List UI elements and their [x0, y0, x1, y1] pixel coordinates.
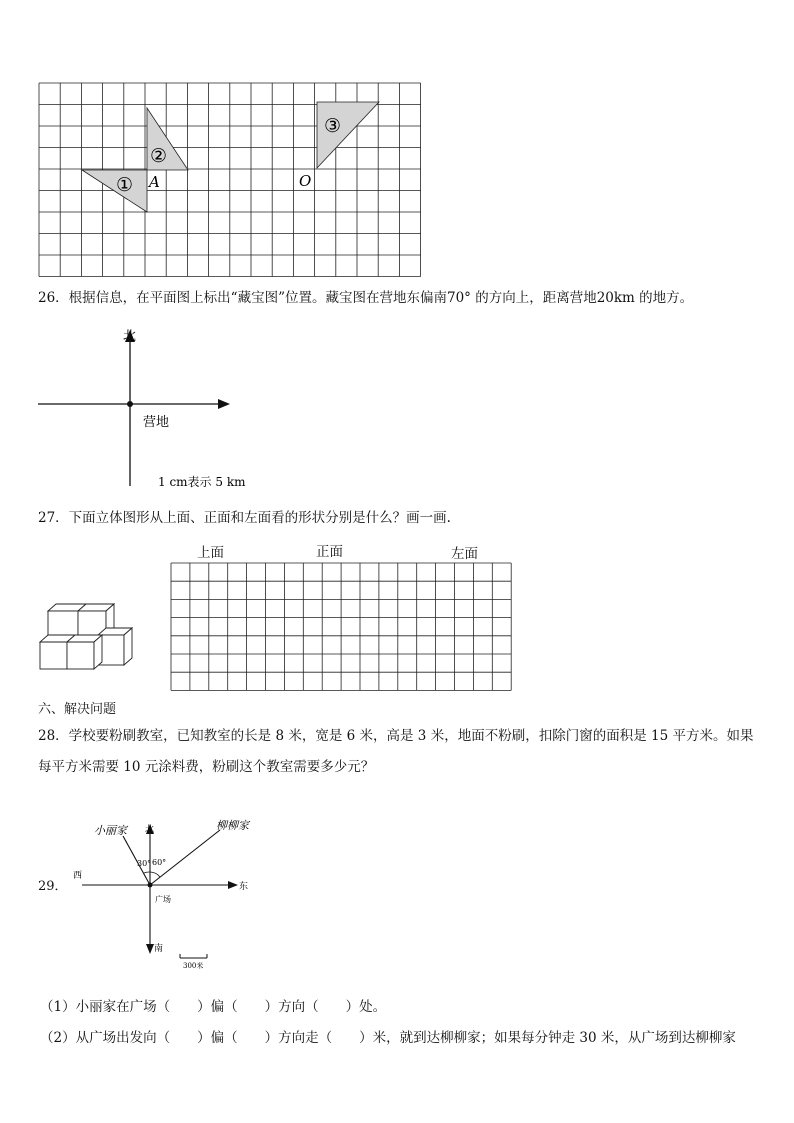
east-label: 东 [239, 882, 249, 892]
question-26-text: 26．根据信息，在平面图上标出“藏宝图”位置。藏宝图在营地东偏南70° 的方向上，距离营地20km 的地方。 [38, 290, 694, 306]
question-27-text: 27．下面立体图形从上面、正面和左面看的形状分别是什么？画一画. [38, 510, 451, 526]
camp-label: 营地 [143, 415, 170, 430]
triangle-1 [82, 170, 147, 212]
angle-60-label: 60° [152, 858, 167, 867]
point-a-label: A [149, 173, 160, 191]
west-label: 西 [73, 871, 83, 881]
north-label: 北 [123, 329, 137, 344]
section-6-title: 六、解决问题 [38, 702, 117, 717]
point-o-label: O [299, 172, 312, 190]
view-drawing-grid [0, 560, 794, 700]
xiaoli-home-label: 小丽家 [94, 824, 127, 837]
triangle-2-label: ② [150, 145, 168, 167]
question-28-line1: 28．学校要粉刷教室，已知教室的长是 8 米，宽是 6 米，高是 3 米，地面不粉刷，扣除门窗的面积是 15 平方米。如果 [38, 728, 754, 744]
view-top-label: 上面 [197, 545, 224, 561]
rotation-grid-figure [0, 0, 794, 290]
liuliu-home-label: 柳柳家 [216, 819, 249, 832]
question-29-sub1: （1）小丽家在广场（ ）偏（ ）方向（ ）处。 [40, 999, 387, 1015]
angle-30-label: 30° [137, 859, 152, 868]
triangle-3-label: ③ [324, 115, 342, 137]
south-label: 南 [154, 944, 164, 954]
view-front-label: 正面 [316, 544, 343, 560]
north-label-29: 北 [145, 825, 155, 835]
plaza-direction-diagram [0, 810, 794, 980]
view-left-label: 左面 [451, 546, 478, 562]
camp-compass-diagram [0, 318, 794, 518]
plaza-label: 广场 [155, 895, 171, 904]
scale-bar-label: 300米 [183, 962, 204, 970]
question-28-line2: 每平方米需要 10 元涂料费，粉刷这个教室需要多少元？ [38, 759, 375, 775]
question-29-number: 29． [38, 879, 68, 894]
scale-label: 1 cm表示 5 km [158, 475, 246, 489]
question-29-sub2: （2）从广场出发向（ ）偏（ ）方向走（ ）米，就到达柳柳家；如果每分钟走 30 米，从广场到达柳柳家 [40, 1030, 736, 1046]
triangle-1-label: ① [116, 174, 134, 196]
